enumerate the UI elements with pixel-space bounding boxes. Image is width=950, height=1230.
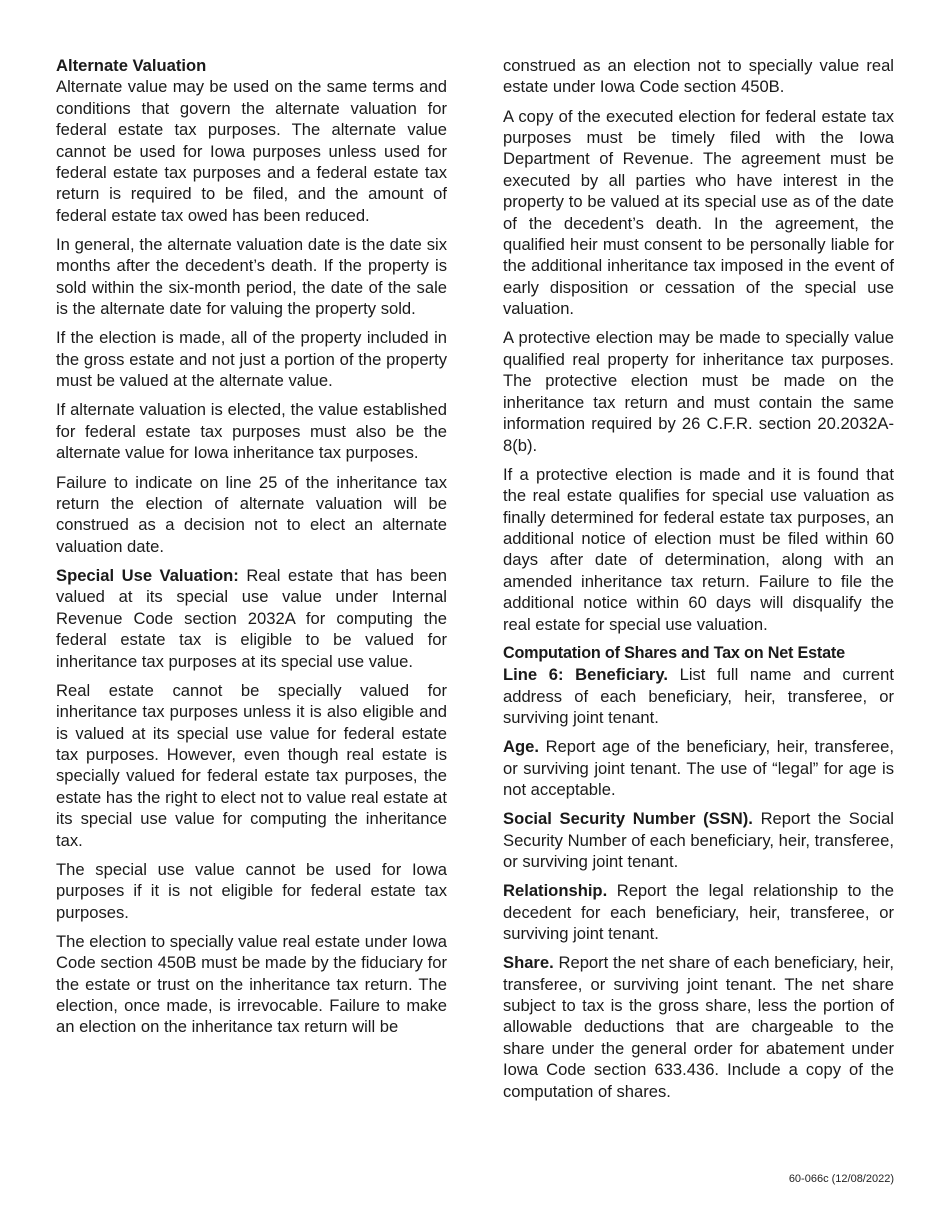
inline-heading: Age.	[503, 737, 539, 757]
paragraph-share	[503, 952, 894, 1102]
paragraph-text: Report the net share of each beneficiary, heir, transferee, or surviving joint tenant. The net share subject to tax is the gross share, less the portion of allowable deductions that are chargeable to the share under the general order for abatement under Iowa Code section 633.436. Include a copy of the computation of shares.	[503, 953, 894, 1101]
paragraph-text: Real estate that has been valued at its special use value under Internal Revenue Code section 2032A for computing the federal estate tax is eligible to be valued for inheritance tax purposes at its special use value.	[56, 565, 448, 671]
paragraph-text: List full name and current address of each beneficiary, heir, transferee, or surviving joint tenant.	[503, 665, 894, 727]
paragraph: Real estate cannot be specially valued for inheritance tax purposes unless it is also eligible and is valued at its special use value for federal estate tax purposes. However, even though real estate is specially valued for federal estate tax purposes, the estate has the right to elect not to value real estate at its special use value for computing the inheritance tax.	[56, 680, 447, 850]
paragraph-relationship	[503, 880, 894, 944]
section-heading-alternate-valuation: Alternate Valuation	[56, 56, 207, 75]
inline-heading: Social Security Number (SSN).	[503, 809, 753, 829]
paragraph: Alternate value may be used on the same terms and conditions that govern the alternate valuation for federal estate tax purposes. The alternate value cannot be used for Iowa purposes unless used for federal estate tax purposes and a federal estate tax return is required to be filed, and the amount of federal estate tax owed has been reduced.	[56, 77, 447, 225]
paragraph-ssn	[503, 808, 894, 872]
computation-heading-block	[503, 643, 894, 729]
paragraph: If alternate valuation is elected, the value established for federal estate tax purposes must also be the alternate value for Iowa inheritance tax purposes.	[56, 400, 447, 463]
paragraph-special-use-valuation	[56, 565, 447, 672]
form-id-footer: 60-066c (12/08/2022)	[788, 1173, 894, 1185]
paragraph: If a protective election is made and it is found that the real estate qualifies for special use valuation as finally determined for federal estate tax purposes, an additional notice of election must be filed within 60 days after date of determination, along with an amended inheritance tax return. Failure to file the additional notice within 60 days will disqualify the real estate for special use valuation.	[503, 464, 894, 634]
paragraph: If the election is made, all of the property included in the gross estate and not just a portion of the property must be valued at the alternate value.	[56, 328, 447, 391]
paragraph-age	[503, 736, 894, 800]
right-column	[503, 55, 894, 1110]
paragraph: The election to specially value real estate under Iowa Code section 450B must be made by the fiduciary for the estate or trust on the inheritance tax return. The election, once made, is irrevocable. Failure to make an election on the inheritance tax return will be	[56, 931, 447, 1037]
left-column	[56, 55, 447, 1046]
inline-heading: Relationship.	[503, 881, 608, 901]
paragraph: A protective election may be made to specially value qualified real property for inheritance tax purposes. The protective election must be made on the inheritance tax return and must contain the same information required by 26 C.F.R. section 20.2032A-8(b).	[503, 328, 894, 455]
paragraph: The special use value cannot be used for Iowa purposes if it is not eligible for federal estate tax purposes.	[56, 859, 447, 922]
paragraph-text: Report the legal relationship to the decedent for each beneficiary, heir, transferee, or surviving joint tenant.	[503, 881, 894, 944]
inline-heading: Share.	[503, 953, 554, 973]
paragraph: Failure to indicate on line 25 of the inheritance tax return the election of alternate valuation will be construed as a decision not to elect an alternate valuation date.	[56, 472, 447, 556]
paragraph: A copy of the executed election for federal estate tax purposes must be timely filed with the Iowa Department of Revenue. The agreement must be executed by all parties who have interest in the property to be valued at its special use as of the date of the decedent’s death. In the agreement, the qualified heir must consent to be personally liable for the additional inheritance tax imposed in the event of early disposition or cessation of the special use valuation.	[503, 106, 894, 319]
paragraph-continued: construed as an election not to specially value real estate under Iowa Code section 450B.	[503, 56, 894, 97]
paragraph-text: Report age of the beneficiary, heir, transferee, or surviving joint tenant. The use of “legal” for age is not acceptable.	[503, 737, 894, 799]
inline-heading: Special Use Valuation:	[56, 565, 239, 585]
section-heading-computation-of-shares: Computation of Shares and Tax on Net Estate	[503, 643, 845, 662]
paragraph-text: Report the Social Security Number of each beneficiary, heir, transferee, or surviving joint tenant.	[503, 809, 894, 871]
inline-heading: Line 6: Beneficiary.	[503, 665, 668, 685]
paragraph-beneficiary	[503, 664, 894, 728]
paragraph: In general, the alternate valuation date is the date six months after the decedent’s death. If the property is sold within the six-month period, the date of the sale is the alternate date for valuing the property sold.	[56, 235, 447, 319]
